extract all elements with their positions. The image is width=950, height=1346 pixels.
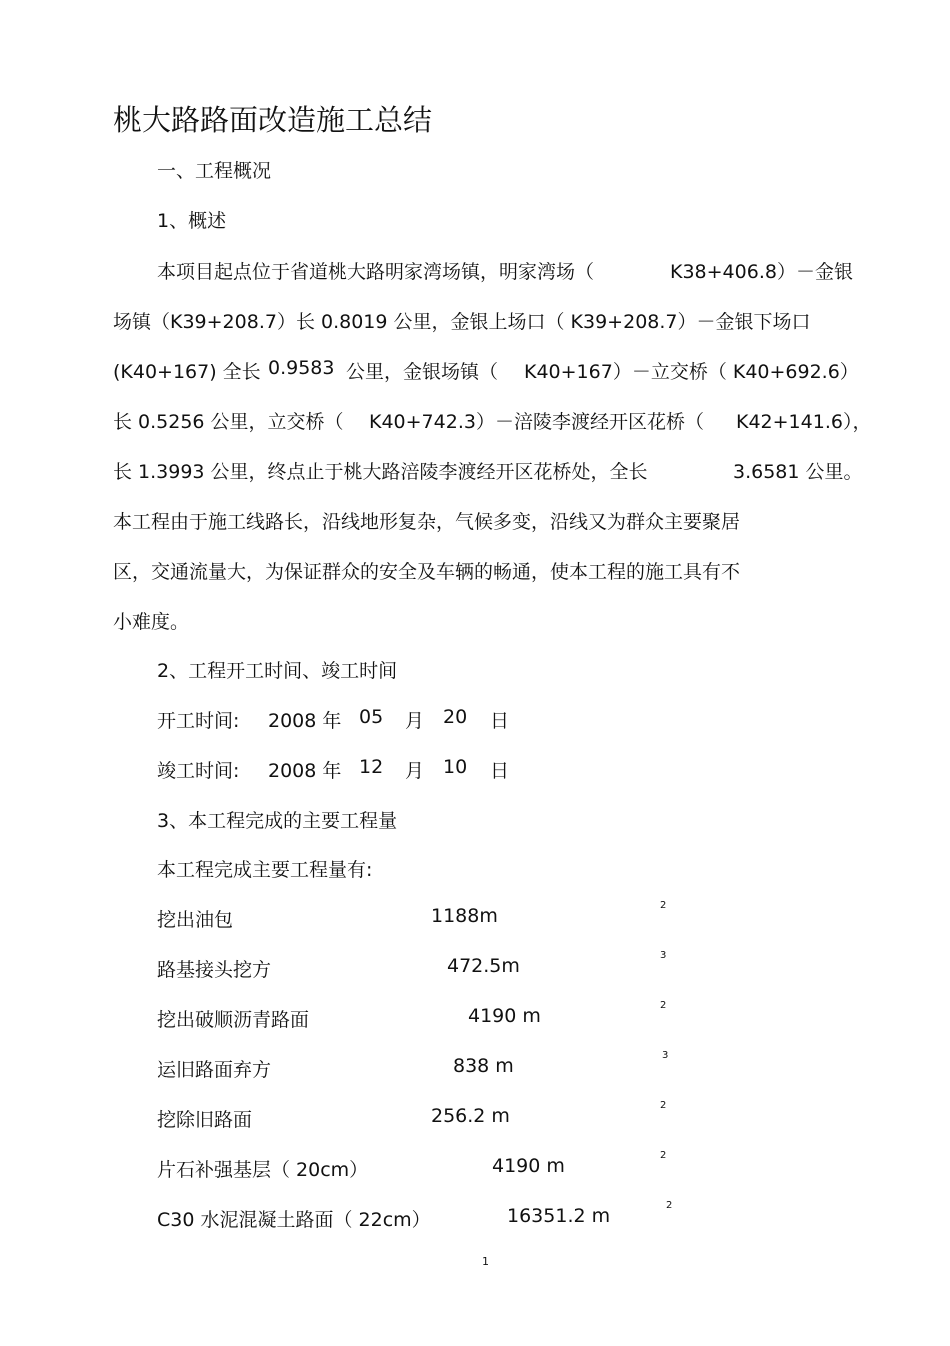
quantities-intro: 本工程完成主要工程量有: (157, 859, 373, 881)
para-line-4b: K40+742.3）－涪陵李渡经开区花桥（ (369, 411, 704, 433)
quantity-name: C30 水泥混凝土路面（ 22cm） (157, 1209, 431, 1231)
quantity-value: 1188m (431, 905, 498, 927)
start-date-month-unit: 月 (405, 710, 425, 732)
end-date-month-unit: 月 (405, 760, 425, 782)
para-line-1a: 本项目起点位于省道桃大路明家湾场镇，明家湾场（ (157, 261, 595, 283)
quantity-name: 挖除旧路面 (157, 1109, 253, 1131)
end-date-label: 竣工时间: (157, 760, 240, 782)
para-line-5a: 长 1.3993 公里，终点止于桃大路涪陵李渡经开区花桥处，全长 (113, 461, 648, 483)
start-date-label: 开工时间: (157, 710, 240, 732)
para-line-3a: (K40+167) 全长 (113, 361, 261, 383)
quantity-value: 256.2 m (431, 1105, 510, 1127)
section-heading-overview: 一、工程概况 (157, 160, 272, 182)
start-date-day: 20 (443, 706, 468, 728)
subheading-quantities: 3、本工程完成的主要工程量 (157, 810, 398, 832)
subheading-dates: 2、工程开工时间、竣工时间 (157, 660, 398, 682)
quantity-unit-exponent: 3 (662, 1050, 669, 1061)
quantity-name: 挖出油包 (157, 909, 234, 931)
para-line-3c: 公里，金银场镇（ (346, 361, 499, 383)
para-line-5b: 3.6581 公里。 (733, 461, 863, 483)
quantity-unit-exponent: 2 (660, 900, 667, 911)
start-date-year: 2008 年 (268, 710, 342, 732)
end-date-day-unit: 日 (490, 760, 510, 782)
page-number: 1 (482, 1255, 489, 1268)
quantity-value: 838 m (453, 1055, 514, 1077)
para-line-1b: K38+406.8）－金银 (670, 261, 853, 283)
para-line-7: 区，交通流量大，为保证群众的安全及车辆的畅通，使本工程的施工具有不 (113, 561, 741, 583)
quantity-name: 片石补强基层（ 20cm） (157, 1159, 369, 1181)
end-date-day: 10 (443, 756, 468, 778)
quantity-unit-exponent: 2 (660, 1100, 667, 1111)
para-line-3b: 0.9583 (268, 357, 335, 379)
start-date-day-unit: 日 (490, 710, 510, 732)
quantity-value: 16351.2 m (507, 1205, 611, 1227)
para-line-3d: K40+167）－立交桥（ K40+692.6） (524, 361, 859, 383)
quantity-value: 4190 m (468, 1005, 541, 1027)
quantity-name: 运旧路面弃方 (157, 1059, 272, 1081)
para-line-4a: 长 0.5256 公里，立交桥（ (113, 411, 344, 433)
document-title: 桃大路路面改造施工总结 (113, 103, 433, 137)
quantity-unit-exponent: 3 (660, 950, 667, 961)
para-line-8: 小难度。 (113, 611, 190, 633)
quantity-unit-exponent: 2 (666, 1200, 673, 1211)
quantity-name: 挖出破顺沥青路面 (157, 1009, 310, 1031)
end-date-year: 2008 年 (268, 760, 342, 782)
quantity-unit-exponent: 2 (660, 1150, 667, 1161)
quantity-value: 472.5m (447, 955, 520, 977)
para-line-6: 本工程由于施工线路长，沿线地形复杂，气候多变，沿线又为群众主要聚居 (113, 511, 741, 533)
quantity-name: 路基接头挖方 (157, 959, 272, 981)
quantity-unit-exponent: 2 (660, 1000, 667, 1011)
para-line-4c: K42+141.6）， (736, 411, 872, 433)
end-date-month: 12 (359, 756, 384, 778)
para-line-2: 场镇（K39+208.7）长 0.8019 公里，金银上场口（ K39+208.7）－金银下场口 (113, 311, 811, 333)
quantity-value: 4190 m (492, 1155, 565, 1177)
subheading-summary: 1、概述 (157, 210, 227, 232)
start-date-month: 05 (359, 706, 384, 728)
